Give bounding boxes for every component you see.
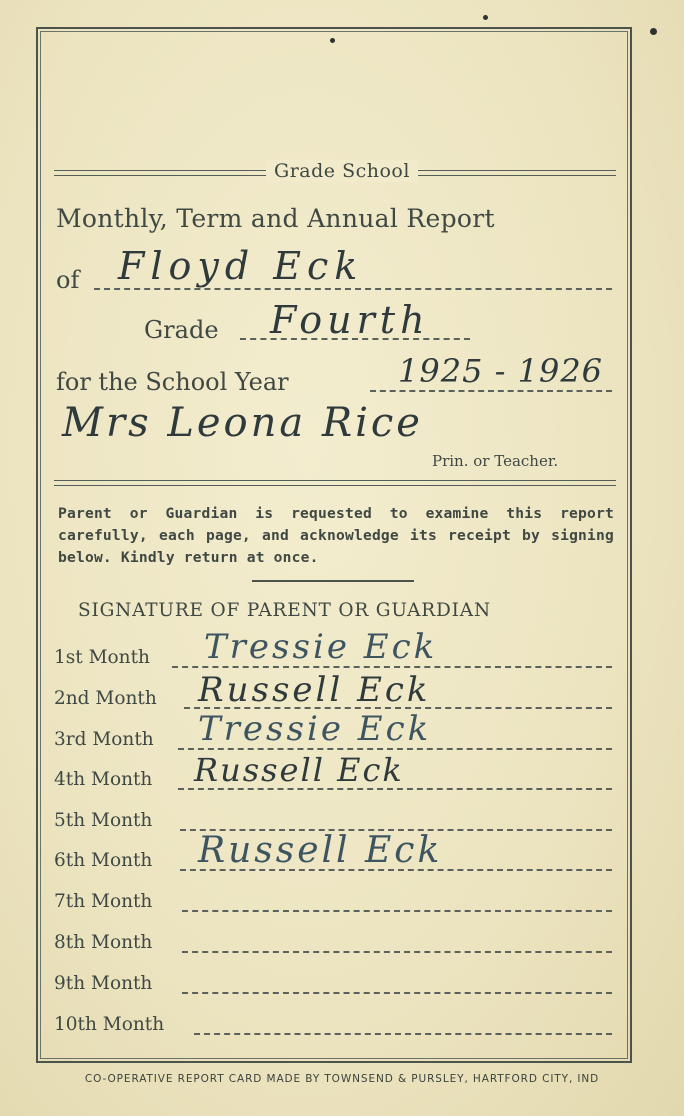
month-signature: Tressie Eck (204, 627, 438, 667)
month-label: 1st Month (54, 647, 150, 668)
month-row (54, 751, 614, 799)
month-row (54, 973, 614, 1003)
month-label: 3rd Month (54, 729, 154, 750)
year-line (370, 390, 612, 392)
student-name: Floyd Eck (118, 244, 364, 288)
signature-heading: SIGNATURE OF PARENT OR GUARDIAN (78, 600, 491, 621)
month-label: 7th Month (54, 891, 153, 912)
card-title: Monthly, Term and Annual Report (56, 204, 495, 233)
month-label: 6th Month (54, 850, 153, 871)
signature-line (194, 1033, 612, 1035)
month-row (54, 932, 614, 962)
paper-speck (650, 28, 657, 35)
month-label: 4th Month (54, 769, 153, 790)
section-rule (54, 480, 616, 486)
month-label: 2nd Month (54, 688, 157, 709)
teacher-signature: Mrs Leona Rice (62, 400, 423, 446)
month-signature: Russell Eck (198, 670, 431, 710)
month-label: 10th Month (54, 1014, 165, 1035)
header-label-text: Grade School (266, 160, 418, 182)
teacher-caption: Prin. or Teacher. (432, 452, 559, 470)
month-signature: Tressie Eck (198, 709, 432, 749)
month-signature: Russell Eck (194, 751, 404, 789)
month-row (54, 830, 614, 880)
name-line (94, 288, 612, 290)
month-label: 8th Month (54, 932, 153, 953)
of-label: of (56, 266, 80, 294)
printer-credit: CO-OPERATIVE REPORT CARD MADE BY TOWNSEND & PURSLEY, HARTFORD CITY, IND (84, 1073, 600, 1085)
signature-line (182, 951, 612, 953)
month-signature: Russell Eck (198, 830, 443, 871)
year-value: 1925 - 1926 (398, 352, 604, 390)
month-label: 9th Month (54, 973, 153, 994)
month-label: 5th Month (54, 810, 153, 831)
notice-text: Parent or Guardian is requested to examine this report carefully, each page, and acknowledge its receipt by signing below. Kindly return at once. (58, 505, 614, 566)
header-label (0, 160, 684, 182)
grade-label: Grade (144, 316, 219, 344)
grade-value: Fourth (270, 298, 430, 342)
month-row (54, 891, 614, 921)
signature-line (182, 992, 612, 994)
signature-line (182, 910, 612, 912)
paper-speck (483, 15, 488, 20)
year-label: for the School Year (56, 368, 289, 396)
month-row (54, 1014, 614, 1044)
short-divider (252, 580, 414, 582)
